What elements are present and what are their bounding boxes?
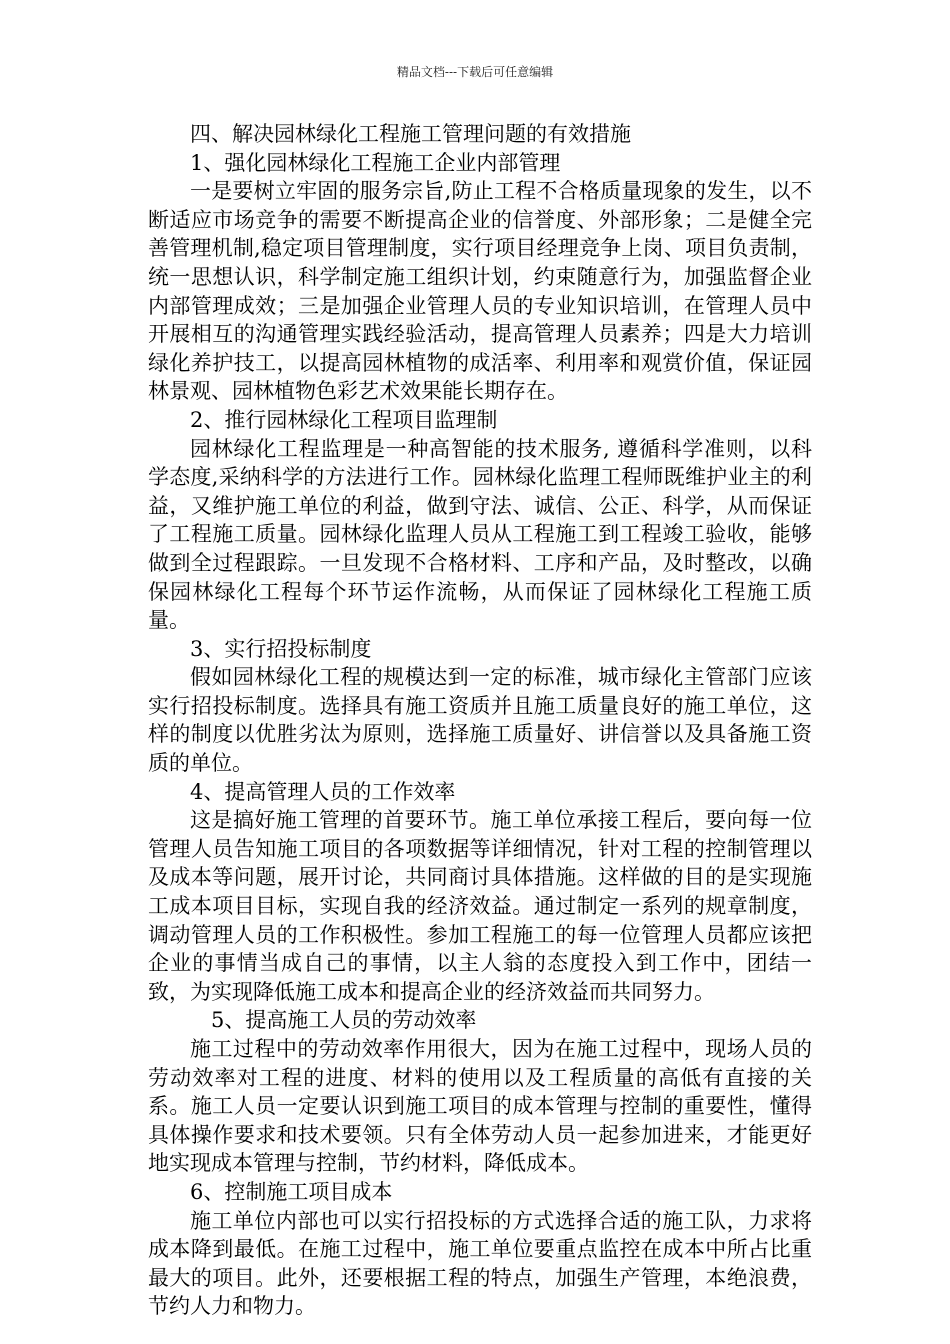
section-body-3: 假如园林绿化工程的规模达到一定的标准，城市绿化主管部门应该实行招投标制度。选择具有施工资质并且施工质量良好的施工单位，这样的制度以优胜劣汰为原则，选择施工质量好、讲信誉以及具备施工资质的单位。 — [148, 665, 812, 776]
section-heading-6: 6、控制施工项目成本 — [190, 1179, 393, 1204]
section-body-4: 这是搞好施工管理的首要环节。施工单位承接工程后，要向每一位管理人员告知施工项目的各项数据等详细情况，针对工程的控制管理以及成本等问题，展开讨论，共同商讨具体措施。这样做的目的是实现施工成本项目目标，实现自我的经济效益。通过制定一系列的规章制度，调动管理人员的工作积极性。参加工程施工的每一位管理人员都应该把企业的事情当成自己的事情，以主人翁的态度投入到工作中，团结一致，为实现降低施工成本和提高企业的经济效益而共同努力。 — [148, 808, 812, 1004]
section-heading-4: 4、提高管理人员的工作效率 — [190, 779, 456, 804]
main-heading: 四、解决园林绿化工程施工管理问题的有效措施 — [190, 122, 631, 146]
section-body-1: 一是要树立牢固的服务宗旨,防止工程不合格质量现象的发生，以不断适应市场竞争的需要不断提高企业的信誉度、外部形象；二是健全完善管理机制,稳定项目管理制度，实行项目经理竞争上岗、项目负责制，统一思想认识，科学制定施工组织计划，约束随意行为，加强监督企业内部管理成效；三是加强企业管理人员的专业知识培训，在管理人员中开展相互的沟通管理实践经验活动，提高管理人员素养；四是大力培训绿化养护技工，以提高园林植物的成活率、利用率和观赏价值，保证园林景观、园林植物色彩艺术效果能长期存在。 — [148, 179, 812, 404]
section-body-6: 施工单位内部也可以实行招投标的方式选择合适的施工队，力求将成本降到最低。在施工过程中，施工单位要重点监控在成本中所占比重最大的项目。此外，还要根据工程的特点，加强生产管理，本绝浪费，节约人力和物力。 — [148, 1208, 812, 1319]
section-heading-5: 5、提高施工人员的劳动效率 — [211, 1008, 477, 1033]
section-body-5: 施工过程中的劳动效率作用很大，因为在施工过程中，现场人员的劳动效率对工程的进度、材料的使用以及工程质量的高低有直接的关系。施工人员一定要认识到施工项目的成本管理与控制的重要性，懂得具体操作要求和技术要领。只有全体劳动人员一起参加进来，才能更好地实现成本管理与控制，节约材料，降低成本。 — [148, 1037, 812, 1176]
section-heading-2: 2、推行园林绿化工程项目监理制 — [190, 407, 498, 432]
section-heading-3: 3、实行招投标制度 — [190, 636, 372, 661]
section-heading-1: 1、强化园林绿化工程施工企业内部管理 — [190, 150, 561, 175]
document-body — [148, 120, 812, 1321]
section-body-2: 园林绿化工程监理是一种高智能的技术服务, 遵循科学准则，以科学态度,采纳科学的方法进行工作。园林绿化监理工程师既维护业主的利益，又维护施工单位的利益，做到守法、诚信、公正、科学，从而保证了工程施工质量。园林绿化监理人员从工程施工到工程竣工验收，能够做到全过程跟踪。一旦发现不合格材料、工序和产品，及时整改，以确保园林绿化工程每个环节运作流畅，从而保证了园林绿化工程施工质量。 — [148, 436, 812, 633]
page-header: 精品文档---下载后可任意编辑 — [396, 65, 554, 79]
